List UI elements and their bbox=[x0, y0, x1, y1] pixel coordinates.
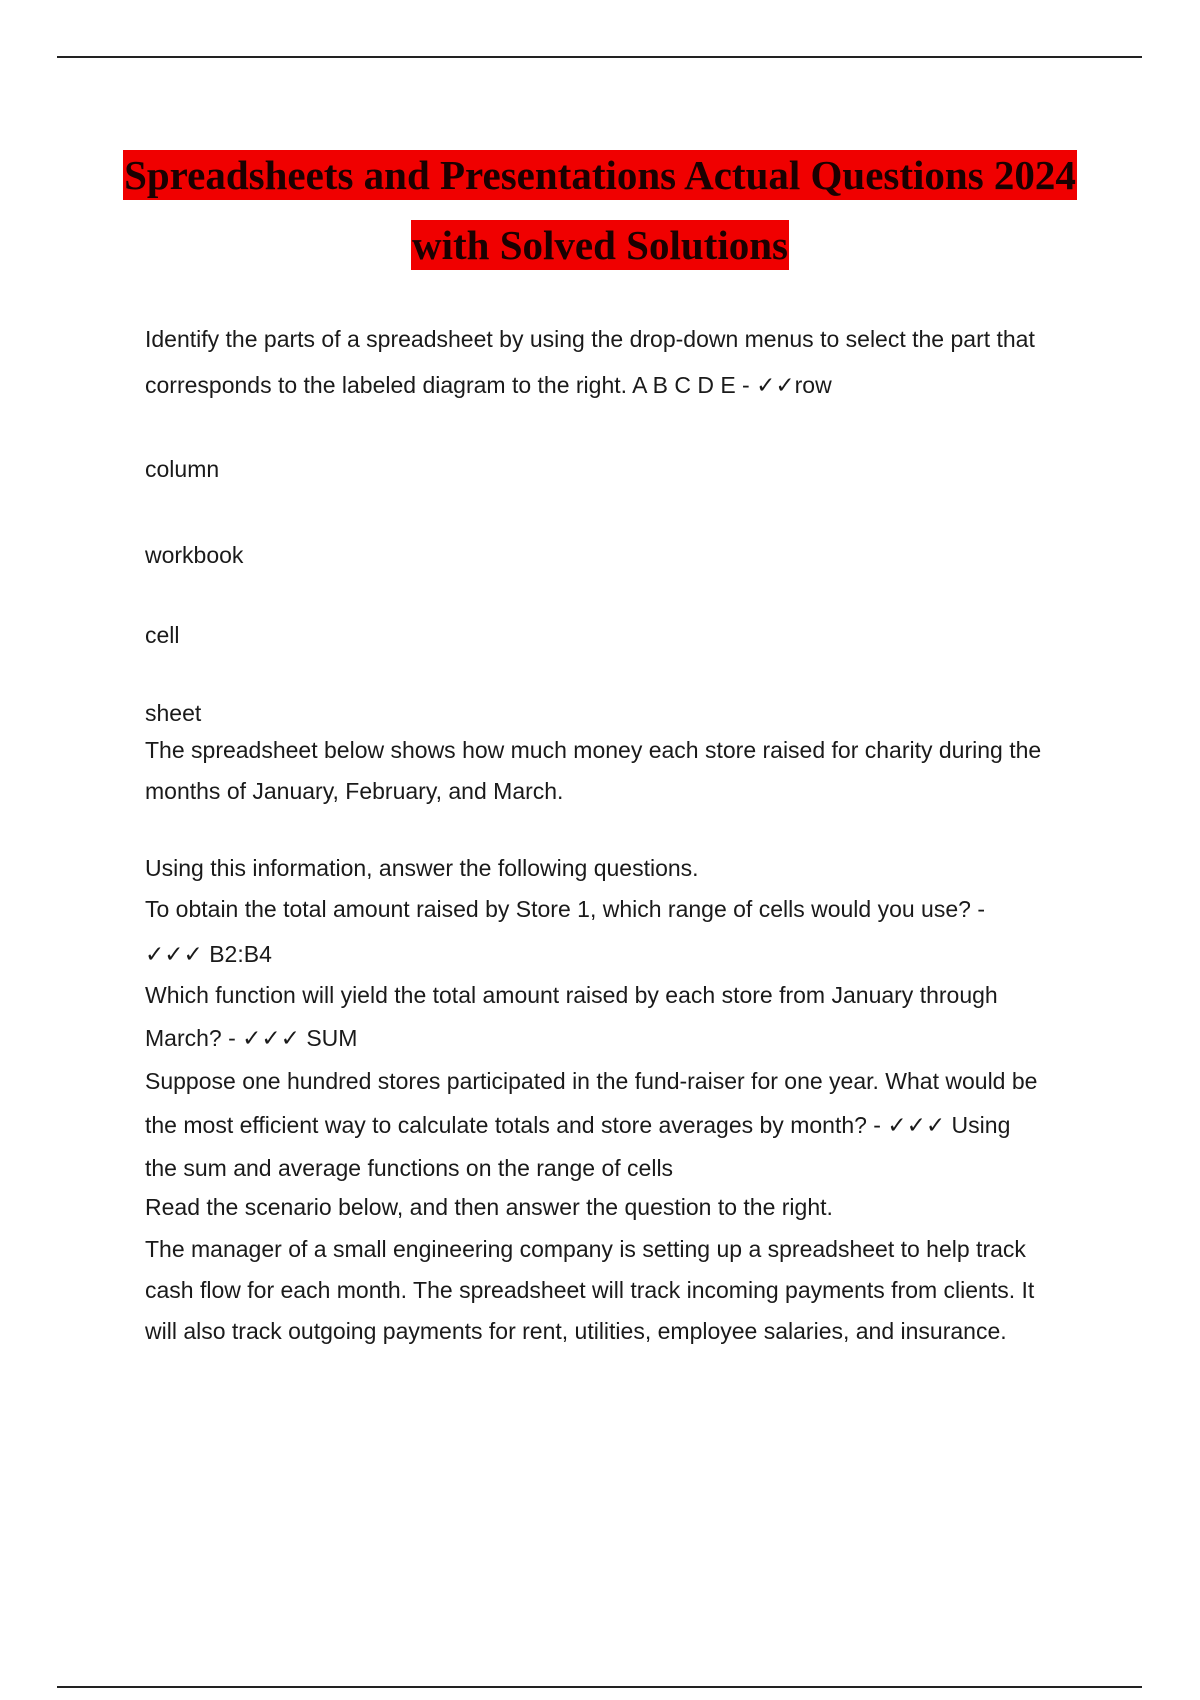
paragraph-8-line-1: The manager of a small engineering company is setting up a spreadsheet to help track bbox=[145, 1236, 1026, 1262]
document-body bbox=[145, 316, 1095, 1352]
question-5-line-2: March? - ✓✓✓ SUM bbox=[145, 1025, 358, 1051]
question-4-line-1: To obtain the total amount raised by Store 1, which range of cells would you use? - bbox=[145, 896, 985, 922]
paragraph-2-line-2: months of January, February, and March. bbox=[145, 778, 564, 804]
answer-column: column bbox=[145, 456, 220, 482]
paragraph-2-line-1: The spreadsheet below shows how much money each store raised for charity during the bbox=[145, 737, 1042, 763]
paragraph-7: Read the scenario below, and then answer the question to the right. bbox=[145, 1194, 833, 1220]
paragraph-8-line-2: cash flow for each month. The spreadsheet will track incoming payments from clients. It bbox=[145, 1277, 1035, 1303]
question-4-line-2: ✓✓✓ B2:B4 bbox=[145, 941, 272, 967]
question-6-line-1: Suppose one hundred stores participated in the fund-raiser for one year. What would be bbox=[145, 1068, 1038, 1094]
title-line-1: Spreadsheets and Presentations Actual Questions 2024 bbox=[124, 152, 1076, 198]
answer-cell: cell bbox=[145, 622, 180, 648]
footer-rule bbox=[57, 1686, 1142, 1688]
question-5-line-1: Which function will yield the total amount raised by each store from January through bbox=[145, 982, 998, 1008]
question-1-line-2: corresponds to the labeled diagram to the right. A B C D E - ✓✓row bbox=[145, 372, 832, 398]
paragraph-3: Using this information, answer the following questions. bbox=[145, 855, 699, 881]
paragraph-8-line-3: will also track outgoing payments for rent, utilities, employee salaries, and insurance. bbox=[145, 1318, 1007, 1344]
question-6-line-2: the most efficient way to calculate totals and store averages by month? - ✓✓✓ Using bbox=[145, 1112, 1011, 1138]
question-1-line-1: Identify the parts of a spreadsheet by using the drop-down menus to select the part that bbox=[145, 326, 1035, 352]
answer-sheet: sheet bbox=[145, 700, 202, 726]
question-6-line-3: the sum and average functions on the range of cells bbox=[145, 1155, 674, 1181]
header-rule bbox=[57, 56, 1142, 58]
title-line-2: with Solved Solutions bbox=[412, 222, 788, 268]
document-title bbox=[0, 140, 1200, 280]
answer-workbook: workbook bbox=[145, 542, 244, 568]
